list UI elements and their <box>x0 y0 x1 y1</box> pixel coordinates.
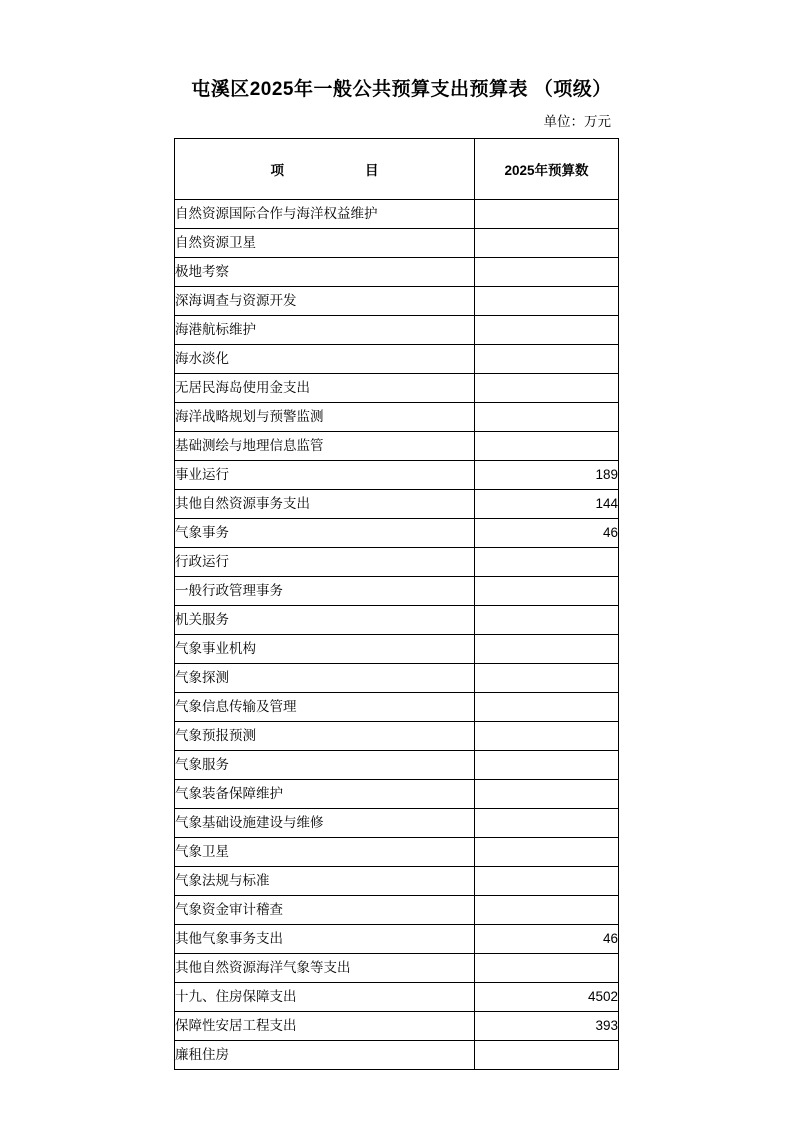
row-item-label: 机关服务 <box>175 606 475 635</box>
row-item-label: 一般行政管理事务 <box>175 577 475 606</box>
table-row <box>175 925 619 954</box>
row-budget-value <box>475 577 619 606</box>
table-row <box>175 606 619 635</box>
row-item-label: 气象事务 <box>175 519 475 548</box>
table-row <box>175 809 619 838</box>
row-item-label: 保障性安居工程支出 <box>175 1012 475 1041</box>
table-row <box>175 867 619 896</box>
row-item-label: 自然资源国际合作与海洋权益维护 <box>175 200 475 229</box>
row-budget-value: 46 <box>475 519 619 548</box>
row-item-label: 气象装备保障维护 <box>175 780 475 809</box>
row-budget-value <box>475 693 619 722</box>
row-item-label: 气象信息传输及管理 <box>175 693 475 722</box>
table-row <box>175 548 619 577</box>
row-budget-value: 189 <box>475 461 619 490</box>
table-row <box>175 577 619 606</box>
table-row <box>175 1041 619 1070</box>
table-row <box>175 461 619 490</box>
table-header-row <box>175 139 619 200</box>
budget-table <box>174 138 619 1070</box>
table-row <box>175 200 619 229</box>
row-item-label: 气象法规与标准 <box>175 867 475 896</box>
row-budget-value <box>475 374 619 403</box>
table-row <box>175 1012 619 1041</box>
column-header-item: 项 目 <box>175 139 475 200</box>
table-row <box>175 954 619 983</box>
row-item-label: 气象探测 <box>175 664 475 693</box>
row-budget-value <box>475 954 619 983</box>
row-item-label: 基础测绘与地理信息监管 <box>175 432 475 461</box>
row-budget-value <box>475 403 619 432</box>
row-budget-value <box>475 548 619 577</box>
table-row <box>175 432 619 461</box>
row-budget-value <box>475 287 619 316</box>
column-header-budget-2025: 2025年预算数 <box>475 139 619 200</box>
table-row <box>175 780 619 809</box>
table-row <box>175 664 619 693</box>
row-budget-value <box>475 345 619 374</box>
row-item-label: 气象服务 <box>175 751 475 780</box>
row-budget-value <box>475 258 619 287</box>
row-item-label: 海洋战略规划与预警监测 <box>175 403 475 432</box>
row-item-label: 气象资金审计稽查 <box>175 896 475 925</box>
row-budget-value <box>475 809 619 838</box>
table-row <box>175 983 619 1012</box>
table-row <box>175 258 619 287</box>
table-row <box>175 229 619 258</box>
row-item-label: 海港航标维护 <box>175 316 475 345</box>
table-row <box>175 316 619 345</box>
row-budget-value: 144 <box>475 490 619 519</box>
row-budget-value <box>475 229 619 258</box>
table-row <box>175 635 619 664</box>
row-budget-value <box>475 664 619 693</box>
row-item-label: 其他气象事务支出 <box>175 925 475 954</box>
table-row <box>175 519 619 548</box>
row-item-label: 廉租住房 <box>175 1041 475 1070</box>
table-row <box>175 751 619 780</box>
row-item-label: 极地考察 <box>175 258 475 287</box>
row-budget-value: 393 <box>475 1012 619 1041</box>
row-budget-value <box>475 606 619 635</box>
row-item-label: 行政运行 <box>175 548 475 577</box>
row-budget-value <box>475 751 619 780</box>
table-row <box>175 374 619 403</box>
row-item-label: 气象基础设施建设与维修 <box>175 809 475 838</box>
row-budget-value <box>475 1041 619 1070</box>
row-budget-value <box>475 780 619 809</box>
table-row <box>175 490 619 519</box>
table-row <box>175 403 619 432</box>
row-item-label: 其他自然资源海洋气象等支出 <box>175 954 475 983</box>
table-body <box>175 200 619 1070</box>
row-budget-value <box>475 867 619 896</box>
table-row <box>175 345 619 374</box>
table-row <box>175 838 619 867</box>
row-item-label: 自然资源卫星 <box>175 229 475 258</box>
row-item-label: 无居民海岛使用金支出 <box>175 374 475 403</box>
table-row <box>175 722 619 751</box>
row-budget-value <box>475 432 619 461</box>
row-item-label: 事业运行 <box>175 461 475 490</box>
row-item-label: 深海调查与资源开发 <box>175 287 475 316</box>
row-item-label: 其他自然资源事务支出 <box>175 490 475 519</box>
row-item-label: 海水淡化 <box>175 345 475 374</box>
row-item-label: 气象预报预测 <box>175 722 475 751</box>
row-budget-value <box>475 722 619 751</box>
row-budget-value <box>475 635 619 664</box>
row-item-label: 气象事业机构 <box>175 635 475 664</box>
page-title: 屯溪区2025年一般公共预算支出预算表 （项级） <box>191 79 612 100</box>
row-item-label: 十九、住房保障支出 <box>175 983 475 1012</box>
row-budget-value <box>475 200 619 229</box>
row-budget-value <box>475 896 619 925</box>
unit-note: 单位：万元 <box>543 114 611 129</box>
row-budget-value <box>475 838 619 867</box>
row-budget-value: 46 <box>475 925 619 954</box>
table-row <box>175 287 619 316</box>
table-row <box>175 693 619 722</box>
row-budget-value: 4502 <box>475 983 619 1012</box>
table-row <box>175 896 619 925</box>
row-budget-value <box>475 316 619 345</box>
row-item-label: 气象卫星 <box>175 838 475 867</box>
